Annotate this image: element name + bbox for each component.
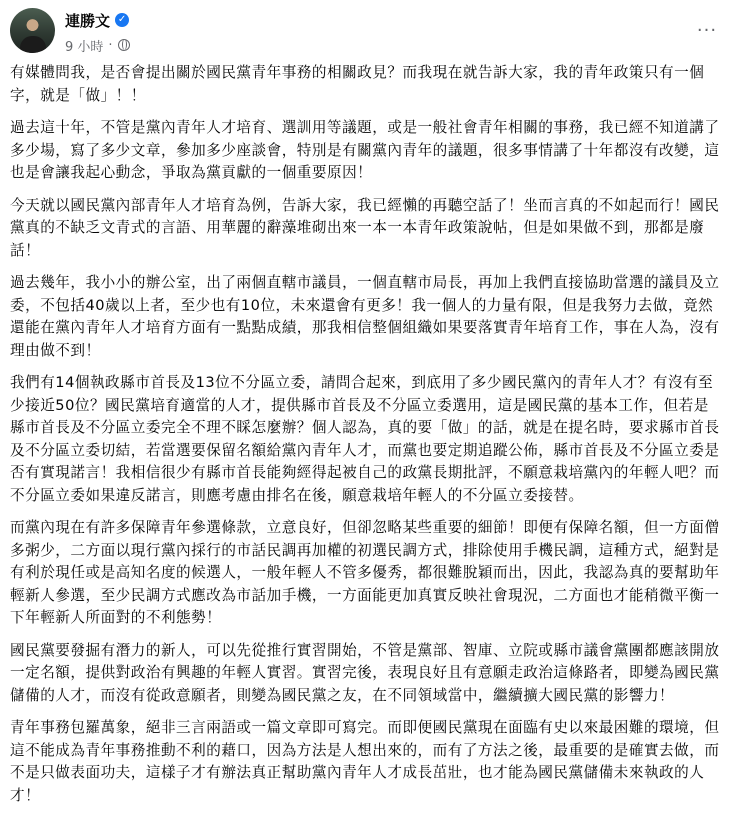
post-paragraph: 而黨內現在有許多保障青年參選條款，立意良好，但卻忽略某些重要的細節！即便有保障名額，但一方面僧多粥少，二方面以現行黨內採行的市話民調再加權的初選民調方式，排除使用手機民調，這種方式，絕對是有利於現任或是高知名度的候選人，一般年輕人不管多優秀，都很難脫穎而出，因此，我認為真的要幫助年輕新人參選，至少民調方式應改為市話加手機，一方面能更加真實反映社會現況，二方面也才能稍微平衡一下年輕新人所面對的不利態勢！ <box>10 519 720 626</box>
post-paragraph: 青年事務包羅萬象，絕非三言兩語或一篇文章即可寫完。而即便國民黨現在面臨有史以來最困難的環境，但這不能成為青年事務推動不利的藉口，因為方法是人想出來的，而有了方法之後，最重要的是確實去做，而不是只做表面功夫，這樣子才有辦法真正幫助黨內青年人才成長茁壯，也才能為國民黨儲備未來執政的人才！ <box>10 719 720 804</box>
globe-icon[interactable] <box>118 39 130 51</box>
verified-badge-icon: ✓ <box>115 13 129 27</box>
post-timestamp[interactable]: 9 小時 <box>65 39 104 55</box>
post-paragraph: 過去這十年，不管是黨內青年人才培育、選訓用等議題，或是一般社會青年相關的事務，我已經不知道講了多少場，寫了多少文章，參加多少座談會，特別是有關黨內青年的議題，很多事情講了十年都沒有改變，這也是會讓我起心動念，爭取為黨貢獻的一個重要原因！ <box>10 119 720 181</box>
post-paragraph: 我們有14個執政縣市首長及13位不分區立委，請問合起來，到底用了多少國民黨內的青年人才？有沒有至少接近50位？國民黨培育適當的人才，提供縣市首長及不分區立委選用，這是國民黨的基本工作，但若是縣市首長及不分區立委完全不理不睬怎麼辦？個人認為，真的要「做」的話，就是在提名時，要求縣市首長及不分區立委切結，若當選要保留名額給黨內青年人才，而黨也要定期追蹤公佈，縣市首長及不分區立委是否有實現諾言！我相信很少有縣市首長能夠經得起被自己的政黨長期批評，不願意栽培黨內的年輕人吧？而不分區立委如果違反諾言，則應考慮由排名在後，願意栽培年輕人的不分區立委接替。 <box>10 374 720 504</box>
post-header <box>10 8 725 60</box>
post-paragraph: 有媒體問我，是否會提出關於國民黨青年事務的相關政見？而我現在就告訴大家，我的青年政策只有一個字，就是「做」！！ <box>10 64 705 104</box>
post-meta <box>65 36 130 54</box>
post-body <box>10 62 722 817</box>
post-paragraph: 過去幾年，我小小的辦公室，出了兩個直轄市議員，一個直轄市局長，再加上我們直接協助當選的議員及立委，不包括40歲以上者，至少也有10位，未來還會有更多！我一個人的力量有限，但是我努力去做，竟然還能在黨內青年人才培育方面有一點點成績，那我相信整個組織如果要落實青年培育工作，事在人為，沒有理由做不到！ <box>10 274 720 359</box>
author-row <box>65 10 129 30</box>
more-options-button[interactable]: ··· <box>696 19 718 41</box>
post-paragraph: 國民黨要發掘有潛力的新人，可以先從推行實習開始，不管是黨部、智庫、立院或縣市議會黨團都應該開放一定名額，提供對政治有興趣的年輕人實習。實習完後，表現良好且有意願走政治這條路者，即變為國民黨儲備的人才，而沒有從政意願者，則變為國民黨之友，在不同領域當中，繼續擴大國民黨的影響力！ <box>10 641 720 704</box>
author-avatar[interactable] <box>10 8 55 53</box>
post-paragraph: 今天就以國民黨內部青年人才培育為例，告訴大家，我已經懶的再聽空話了！坐而言真的不如起而行！國民黨真的不缺乏文青式的言語、用華麗的辭藻堆砌出來一本一本青年政策說帖，但是如果做不到，那都是廢話！ <box>10 196 720 259</box>
meta-separator: · <box>108 37 113 53</box>
author-name[interactable]: 連勝文 <box>65 11 111 30</box>
